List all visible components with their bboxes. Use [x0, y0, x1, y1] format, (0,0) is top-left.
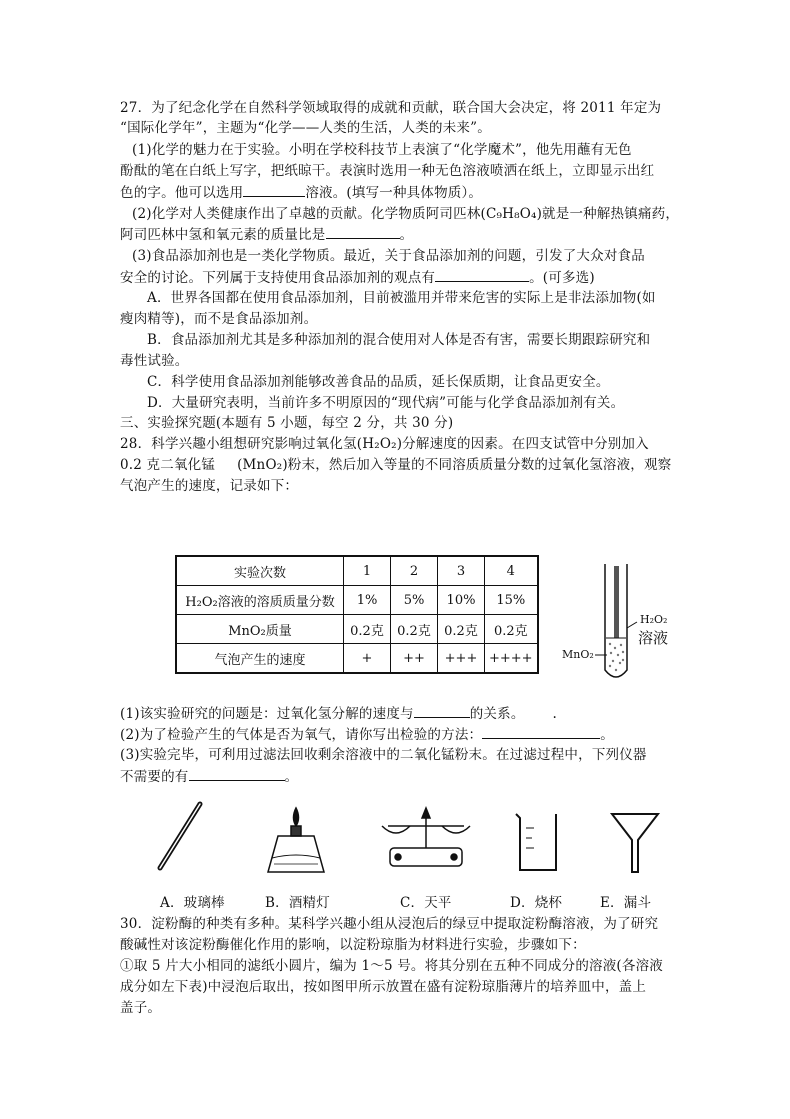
q27-option-b-line2: 毒性试验。 [120, 353, 189, 369]
q27-part1-line3 [120, 182, 482, 203]
table-row [176, 644, 538, 674]
q28-sub3-line1: (3)实验完毕，可利用过滤法回收剩余溶液中的二氧化锰粉末。在过滤过程中，下列仪器 [120, 747, 647, 763]
beaker-icon [516, 814, 556, 870]
q27-blank-viewpoints[interactable] [435, 267, 529, 282]
q27-option-a-line2: 瘦肉精等)，而不是食品添加剂。 [120, 311, 318, 327]
table-cell: 3 [438, 556, 485, 586]
table-row [176, 615, 538, 644]
funnel-icon [612, 814, 658, 872]
dropper-stem [614, 566, 619, 638]
table-cell: 0.2克 [391, 615, 438, 644]
section3-heading: 三、实验探究题(本题有 5 小题，每空 2 分，共 30 分) [120, 415, 454, 431]
q28-sub1-start: (1)该实验研究的问题是：过氧化氢分解的速度与 [120, 706, 414, 722]
instrument-label-d: D．烧杯 [510, 895, 563, 911]
mno2-powder [609, 643, 624, 671]
table-cell: 0.2克 [438, 615, 485, 644]
instruments-figure [150, 800, 670, 882]
q28-line1: 28．科学兴趣小组想研究影响过氧化氢(H₂O₂)分解速度的因素。在四支试管中分别加入 [120, 436, 649, 452]
table-row [176, 556, 538, 586]
q27-part1-line3-start: 色的字。他可以选用 [120, 185, 244, 201]
q27-line1: 27．为了纪念化学在自然科学领域取得的成就和贡献，联合国大会决定，将 2011 年定为 [120, 100, 662, 116]
q28-sub1-end: 的关系。 [469, 706, 525, 722]
table-cell: 实验次数 [176, 556, 344, 586]
q27-option-b-line1: B．食品添加剂尤其是多种添加剂的混合使用对人体是否有害，需要长期跟踪研究和 [147, 332, 651, 348]
figure-label-solution: 溶液 [638, 629, 669, 647]
q30-line4: 成分如左下表)中浸泡后取出，按如图甲所示放置在盛有淀粉琼脂薄片的培养皿中，盖上 [120, 979, 647, 995]
q28-sub2-end: 。 [600, 727, 614, 743]
q27-part2-line2-end: 。 [399, 227, 414, 243]
q28-line3: 气泡产生的速度，记录如下： [120, 478, 299, 494]
q27-part2-line1: (2)化学对人类健康作出了卓越的贡献。化学物质阿司匹林(C₉H₈O₄)就是一种解热镇痛药， [132, 206, 680, 222]
q30-line5: 盖子。 [120, 1000, 162, 1016]
q27-part1-line2: 酚酞的笔在白纸上写字，把纸晾干。表演时选用一种无色溶液喷洒在纸上，立即显示出红 [120, 163, 655, 179]
q28-blank-instruments[interactable] [189, 766, 285, 781]
glass-rod-icon [160, 804, 200, 868]
q30-line2: 酸碱性对该淀粉酶催化作用的影响，以淀粉琼脂为材料进行实验，步骤如下： [120, 937, 586, 953]
q28-sub2-start: (2)为了检验产生的气体是否为氧气，请你写出检验的方法： [120, 727, 483, 743]
q28-sub1 [120, 703, 557, 724]
q27-option-d: D．大量研究表明，当前许多不明原因的“现代病”可能与化学食品添加剂有关。 [147, 395, 625, 411]
table-cell: 0.2克 [485, 615, 538, 644]
figure-label-mno2: MnO₂ [562, 648, 594, 661]
q27-blank-mass-ratio[interactable] [326, 224, 400, 239]
instrument-label-e: E．漏斗 [600, 895, 652, 911]
instrument-label-b: B．酒精灯 [265, 895, 330, 911]
q27-part1-line1: (1)化学的魅力在于实验。小明在学校科技节上表演了“化学魔术”，他先用蘸有无色 [132, 142, 632, 158]
q27-line2: “国际化学年”，主题为“化学——人类的生活，人类的未来”。 [120, 120, 491, 136]
q28-sub2 [120, 724, 614, 745]
q27-blank-solution[interactable] [243, 182, 305, 197]
table-cell: 10% [438, 586, 485, 615]
instrument-label-c: C．天平 [400, 895, 452, 911]
stray-dot: . [552, 706, 558, 722]
table-cell: 1 [344, 556, 391, 586]
figure-label-h2o2: H₂O₂ [640, 613, 668, 626]
table-cell: MnO₂质量 [176, 615, 344, 644]
table-cell: 15% [485, 586, 538, 615]
q28-blank-method[interactable] [482, 724, 600, 739]
experiment-table [175, 555, 539, 674]
table-cell: ++ [391, 644, 438, 674]
q28-blank-factor[interactable] [414, 703, 470, 718]
q27-part2-line2 [120, 224, 413, 245]
table-cell: +++ [438, 644, 485, 674]
q28-line2-start: 0.2 克二氧化锰 [120, 457, 216, 473]
table-cell: 气泡产生的速度 [176, 644, 344, 674]
q28-sub3-line2-end: 。 [284, 769, 299, 785]
table-cell: 1% [344, 586, 391, 615]
q30-line3: ①取 5 片大小相同的滤纸小圆片，编为 1～5 号。将其分别在五种不同成分的溶液(各溶液 [120, 958, 663, 974]
q27-part3-line1: (3)食品添加剂也是一类化学物质。最近，关于食品添加剂的问题，引发了大众对食品 [132, 248, 645, 264]
q28-sub3-line2-start: 不需要的有 [120, 769, 189, 785]
table-cell: H₂O₂溶液的溶质质量分数 [176, 586, 344, 615]
table-cell: 4 [485, 556, 538, 586]
table-cell: + [344, 644, 391, 674]
q27-option-c: C．科学使用食品添加剂能够改善食品的品质，延长保质期，让食品更安全。 [147, 374, 610, 390]
q28-sub3-line2 [120, 766, 298, 787]
q30-line1: 30．淀粉酶的种类有多种。某科学兴趣小组从浸泡后的绿豆中提取淀粉酶溶液，为了研究 [120, 916, 659, 932]
q27-part3-line2-start: 安全的讨论。下列属于支持使用食品添加剂的观点有 [120, 270, 436, 286]
q28-line2 [120, 455, 671, 475]
alcohol-lamp-icon [268, 808, 324, 872]
q27-part3-line2-end: 。(可多选) [529, 270, 595, 286]
table-cell: 5% [391, 586, 438, 615]
table-row [176, 586, 538, 615]
q28-line2-end: (MnO₂)粉末，然后加入等量的不同溶质质量分数的过氧化氢溶液，观察 [237, 457, 672, 473]
q27-part2-line2-start: 阿司匹林中氢和氧元素的质量比是 [120, 227, 326, 243]
balance-icon [382, 808, 470, 866]
table-cell: 0.2克 [344, 615, 391, 644]
table-cell: 2 [391, 556, 438, 586]
table-cell: ++++ [485, 644, 538, 674]
q27-option-a-line1: A．世界各国都在使用食品添加剂，目前被滥用并带来危害的实际上是非法添加物(如 [147, 290, 656, 306]
q27-part3-line2 [120, 267, 595, 288]
q27-part1-line3-end: 溶液。(填写一种具体物质）。 [305, 185, 483, 201]
instrument-label-a: A．玻璃棒 [160, 895, 225, 911]
